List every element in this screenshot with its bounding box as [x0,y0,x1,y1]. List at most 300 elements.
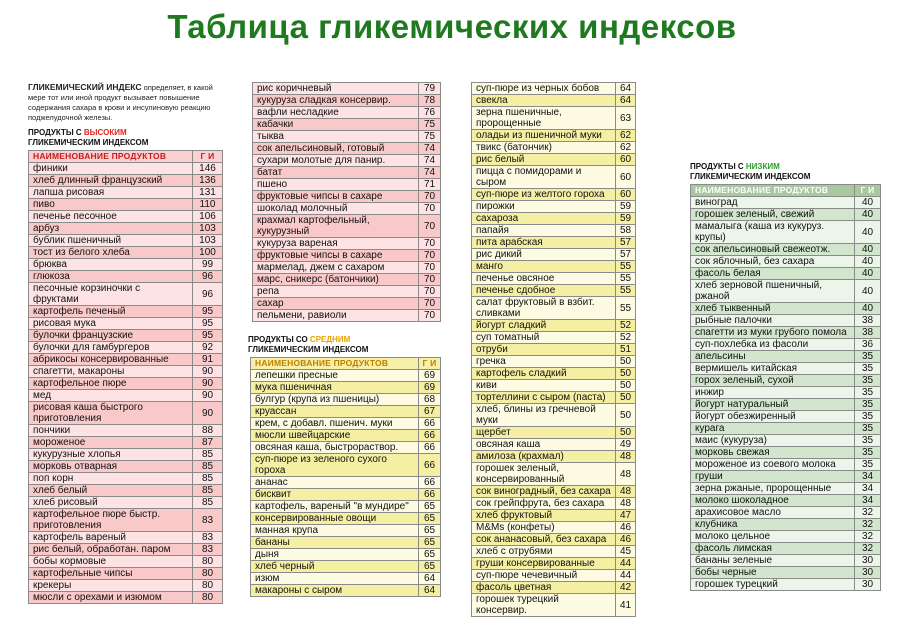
product-name: вафли несладкие [253,107,419,119]
gi-value: 95 [193,318,223,330]
product-name: фруктовые чипсы в сахаре [253,191,419,203]
product-name: киви [472,380,616,392]
product-name: кабачки [253,119,419,131]
gi-value: 59 [616,213,636,225]
gi-value: 76 [419,107,441,119]
gi-value: 70 [419,191,441,203]
header-gi: Г И [419,358,441,370]
table-row [29,175,223,187]
table-row [691,221,881,244]
gi-value: 103 [193,223,223,235]
gi-value: 59 [616,201,636,213]
product-name: папайя [472,225,616,237]
gi-value: 30 [855,579,881,591]
table-row [691,327,881,339]
product-name: песочные корзиночки с фруктами [29,283,193,306]
gi-value: 35 [855,387,881,399]
table-row [691,268,881,280]
gi-value: 48 [616,486,636,498]
gi-value: 50 [616,427,636,439]
gi-value: 85 [193,485,223,497]
gi-value: 66 [419,442,441,454]
product-name: фасоль цветная [472,582,616,594]
product-name: бананы зеленые [691,555,855,567]
gi-value: 40 [855,209,881,221]
table-row [472,249,636,261]
table-row [253,310,441,322]
gi-value: 46 [616,534,636,546]
table-row [472,83,636,95]
product-name: рыбные палочки [691,315,855,327]
gi-value: 90 [193,366,223,378]
product-name: сахар [253,298,419,310]
product-name: щербет [472,427,616,439]
product-name: арахисовое масло [691,507,855,519]
table-row [472,107,636,130]
table-row [691,280,881,303]
table-row [253,215,441,238]
table-row [251,430,441,442]
table-row [29,461,223,473]
table-row [29,378,223,390]
gi-value: 80 [193,568,223,580]
gi-value: 35 [855,363,881,375]
product-name: салат фруктовый в взбит. сливками [472,297,616,320]
gi-value: 35 [855,411,881,423]
gi-value: 74 [419,143,441,155]
product-name: абрикосы консервированные [29,354,193,366]
table-row [691,543,881,555]
gi-value: 52 [616,332,636,344]
intro-text [28,82,224,123]
product-name: йогурт обезжиренный [691,411,855,423]
table-row [472,213,636,225]
gi-value: 35 [855,423,881,435]
gi-value: 32 [855,543,881,555]
product-name: суп-похлебка из фасоли [691,339,855,351]
gi-value: 70 [419,250,441,262]
table-row [691,483,881,495]
gi-value: 32 [855,519,881,531]
gi-value: 88 [193,425,223,437]
product-name: зерна ржаные, пророщенные [691,483,855,495]
gi-value: 51 [616,344,636,356]
table-row [29,509,223,532]
gi-value: 90 [193,402,223,425]
gi-value: 40 [855,280,881,303]
table-row [691,507,881,519]
table-row [251,370,441,382]
gi-value: 80 [193,556,223,568]
intro-description: определяет, в какой мере тот или иной продукт вызывает повышение содержания сахара в крови и инсулиновую реакцию поджелудочной железы. [28,83,213,122]
table-row [691,363,881,375]
gi-value: 47 [616,510,636,522]
table-row [29,247,223,259]
product-name: пирожки [472,201,616,213]
gi-value: 146 [193,163,223,175]
product-name: сахароза [472,213,616,225]
product-name: пшено [253,179,419,191]
gi-value: 38 [855,315,881,327]
gi-value: 69 [419,382,441,394]
table-row [29,497,223,509]
product-name: бублик пшеничный [29,235,193,247]
table-row [251,489,441,501]
gi-value: 90 [193,378,223,390]
product-name: йогурт натуральный [691,399,855,411]
table-row [253,95,441,107]
product-name: амилоза (крахмал) [472,451,616,463]
product-name: твикс (батончик) [472,142,616,154]
gi-value: 60 [616,166,636,189]
table-row [691,399,881,411]
table-row [253,107,441,119]
product-name: брюква [29,259,193,271]
product-name: мед [29,390,193,402]
product-name: рисовая каша быстрого приготовления [29,402,193,425]
high-gi-table-2 [252,82,441,322]
product-name: манго [472,261,616,273]
table-row [29,437,223,449]
table-row [472,368,636,380]
gi-value: 64 [616,83,636,95]
gi-value: 65 [419,525,441,537]
gi-value: 136 [193,175,223,187]
gi-value: 35 [855,375,881,387]
gi-value: 66 [419,477,441,489]
table-row [691,495,881,507]
product-name: овсяная каша, быстрораствор. [251,442,419,454]
product-name: крекеры [29,580,193,592]
gi-value: 50 [616,380,636,392]
table-row [472,439,636,451]
gi-value: 70 [419,298,441,310]
product-name: мармелад, джем с сахаром [253,262,419,274]
table-row [472,498,636,510]
table-row [691,447,881,459]
section-mid-pre: ПРОДУКТЫ СО [248,335,310,344]
product-name: курага [691,423,855,435]
gi-value: 74 [419,167,441,179]
table-row [691,351,881,363]
gi-value: 34 [855,483,881,495]
gi-value: 85 [193,449,223,461]
product-name: пельмени, равиоли [253,310,419,322]
table-row [472,594,636,617]
table-row [253,131,441,143]
table-row [29,283,223,306]
product-name: апельсины [691,351,855,363]
gi-value: 32 [855,507,881,519]
gi-value: 68 [419,394,441,406]
gi-value: 100 [193,247,223,259]
gi-value: 35 [855,399,881,411]
table-row [251,549,441,561]
gi-value: 48 [616,498,636,510]
product-name: мороженое [29,437,193,449]
product-name: тортеллини с сыром (паста) [472,392,616,404]
product-name: хлеб черный [251,561,419,573]
section-low-word: НИЗКИМ [745,162,780,171]
table-row [253,203,441,215]
product-name: молоко цельное [691,531,855,543]
product-name: сок виноградный, без сахара [472,486,616,498]
table-row [29,199,223,211]
table-row [691,315,881,327]
gi-value: 75 [419,119,441,131]
product-name: изюм [251,573,419,585]
product-name: спагетти, макароны [29,366,193,378]
header-gi: Г И [855,185,881,197]
gi-value: 92 [193,342,223,354]
table-row [29,163,223,175]
table-row [29,271,223,283]
product-name: груши консервированные [472,558,616,570]
table-row [472,546,636,558]
product-name: лепешки пресные [251,370,419,382]
table-row [472,95,636,107]
product-name: мороженое из соевого молока [691,459,855,471]
gi-value: 50 [616,368,636,380]
gi-value: 30 [855,555,881,567]
product-name: хлеб рисовый [29,497,193,509]
product-name: бобы кормовые [29,556,193,568]
product-name: мюсли швейцарские [251,430,419,442]
gi-value: 50 [616,404,636,427]
table-row [251,525,441,537]
product-name: маис (кукуруза) [691,435,855,447]
product-name: пиво [29,199,193,211]
product-name: суп-пюре чечевичный [472,570,616,582]
gi-value: 74 [419,155,441,167]
gi-value: 85 [193,473,223,485]
product-name: лапша рисовая [29,187,193,199]
gi-value: 67 [419,406,441,418]
product-name: печенье песочное [29,211,193,223]
table-row [472,344,636,356]
product-name: картофельное пюре быстр. приготовления [29,509,193,532]
product-name: рис дикий [472,249,616,261]
product-name: суп-пюре из черных бобов [472,83,616,95]
product-name: фасоль лимская [691,543,855,555]
gi-value: 83 [193,532,223,544]
product-name: спагетти из муки грубого помола [691,327,855,339]
table-row [251,585,441,597]
gi-value: 65 [419,549,441,561]
table-row [251,561,441,573]
product-name: сок грейпфрута, без сахара [472,498,616,510]
gi-value: 70 [419,310,441,322]
product-name: булочки для гамбургеров [29,342,193,354]
product-name: хлеб с отрубями [472,546,616,558]
table-row [251,513,441,525]
section-medium-title [248,335,368,355]
table-row [472,451,636,463]
table-row [691,209,881,221]
gi-value: 40 [855,244,881,256]
product-name: хлеб, блины из гречневой муки [472,404,616,427]
gi-value: 70 [419,238,441,250]
product-name: вермишель китайская [691,363,855,375]
table-row [251,418,441,430]
product-name: M&Ms (конфеты) [472,522,616,534]
table-row [253,119,441,131]
section-high-pre: ПРОДУКТЫ С [28,128,84,137]
gi-value: 66 [419,489,441,501]
product-name: кукуруза вареная [253,238,419,250]
gi-value: 71 [419,179,441,191]
table-row [691,197,881,209]
table-row [29,306,223,318]
table-row [691,387,881,399]
product-name: репа [253,286,419,298]
product-name: бобы черные [691,567,855,579]
gi-value: 85 [193,461,223,473]
product-name: булочки французские [29,330,193,342]
table-row [691,579,881,591]
header-name: НАИМЕНОВАНИЕ ПРОДУКТОВ [691,185,855,197]
medium-gi-table-2 [471,82,636,617]
table-header [251,358,441,370]
table-row [472,237,636,249]
table-row [691,519,881,531]
table-row [472,130,636,142]
product-name: рис белый, обработан. паром [29,544,193,556]
table-row [29,235,223,247]
section-mid-word: СРЕДНИМ [309,335,351,344]
table-row [691,411,881,423]
product-name: поп корн [29,473,193,485]
table-row [29,449,223,461]
table-row [253,83,441,95]
gi-value: 78 [419,95,441,107]
gi-value: 38 [855,327,881,339]
table-row [691,339,881,351]
gi-value: 48 [616,463,636,486]
gi-value: 66 [419,418,441,430]
table-header [691,185,881,197]
gi-value: 50 [616,392,636,404]
gi-value: 80 [193,580,223,592]
gi-value: 70 [419,286,441,298]
table-row [29,330,223,342]
table-row [472,404,636,427]
gi-value: 40 [855,268,881,280]
gi-value: 83 [193,544,223,556]
table-row [29,532,223,544]
product-name: горошек турецкий [691,579,855,591]
table-row [691,244,881,256]
product-name: картофель, вареный "в мундире" [251,501,419,513]
table-row [691,375,881,387]
product-name: финики [29,163,193,175]
product-name: марс, сникерс (батончики) [253,274,419,286]
gi-value: 63 [616,107,636,130]
gi-value: 57 [616,237,636,249]
gi-value: 95 [193,330,223,342]
table-row [691,531,881,543]
gi-value: 70 [419,215,441,238]
product-name: картофель вареный [29,532,193,544]
gi-value: 35 [855,435,881,447]
product-name: крахмал картофельный, кукурузный [253,215,419,238]
gi-value: 90 [193,390,223,402]
product-name: мука пшеничная [251,382,419,394]
table-row [472,486,636,498]
gi-value: 70 [419,262,441,274]
table-row [251,454,441,477]
section-low-post: ГЛИКЕМИЧЕСКИМ ИНДЕКСОМ [690,172,811,181]
table-row [251,382,441,394]
product-name: суп томатный [472,332,616,344]
product-name: ананас [251,477,419,489]
product-name: сок апельсиновый свежеотж. [691,244,855,256]
table-row [251,406,441,418]
gi-value: 57 [616,249,636,261]
gi-value: 75 [419,131,441,143]
table-row [251,477,441,489]
gi-value: 79 [419,83,441,95]
table-row [472,380,636,392]
table-row [691,555,881,567]
table-row [472,356,636,368]
section-high-post: ГЛИКЕМИЧЕСКИМ ИНДЕКСОМ [28,138,149,147]
product-name: свекла [472,95,616,107]
product-name: суп-пюре из желтого гороха [472,189,616,201]
gi-value: 99 [193,259,223,271]
product-name: шоколад молочный [253,203,419,215]
product-name: хлеб тыквенный [691,303,855,315]
header-name: НАИМЕНОВАНИЕ ПРОДУКТОВ [29,151,193,163]
section-high-word: ВЫСОКИМ [83,128,127,137]
table-row [253,298,441,310]
gi-value: 65 [419,561,441,573]
gi-value: 70 [419,274,441,286]
gi-value: 34 [855,495,881,507]
product-name: оладьи из пшеничной муки [472,130,616,142]
product-name: отруби [472,344,616,356]
table-row [29,318,223,330]
table-row [253,143,441,155]
table-row [691,471,881,483]
gi-value: 52 [616,320,636,332]
product-name: виноград [691,197,855,209]
product-name: рисовая мука [29,318,193,330]
product-name: рис коричневый [253,83,419,95]
gi-value: 55 [616,273,636,285]
product-name: инжир [691,387,855,399]
gi-value: 40 [855,221,881,244]
gi-value: 96 [193,283,223,306]
product-name: гречка [472,356,616,368]
section-mid-post: ГЛИКЕМИЧЕСКИМ ИНДЕКСОМ [248,345,369,354]
product-name: пицца с помидорами и сыром [472,166,616,189]
gi-value: 44 [616,558,636,570]
intro-bold: ГЛИКЕМИЧЕСКИЙ ИНДЕКС [28,82,142,92]
product-name: печенье овсяное [472,273,616,285]
product-name: тыква [253,131,419,143]
table-row [29,354,223,366]
gi-value: 36 [855,339,881,351]
product-name: рис белый [472,154,616,166]
gi-value: 34 [855,471,881,483]
gi-value: 46 [616,522,636,534]
table-row [472,463,636,486]
header-gi: Г И [193,151,223,163]
product-name: горошек зеленый, свежий [691,209,855,221]
table-row [251,394,441,406]
product-name: картофель печеный [29,306,193,318]
